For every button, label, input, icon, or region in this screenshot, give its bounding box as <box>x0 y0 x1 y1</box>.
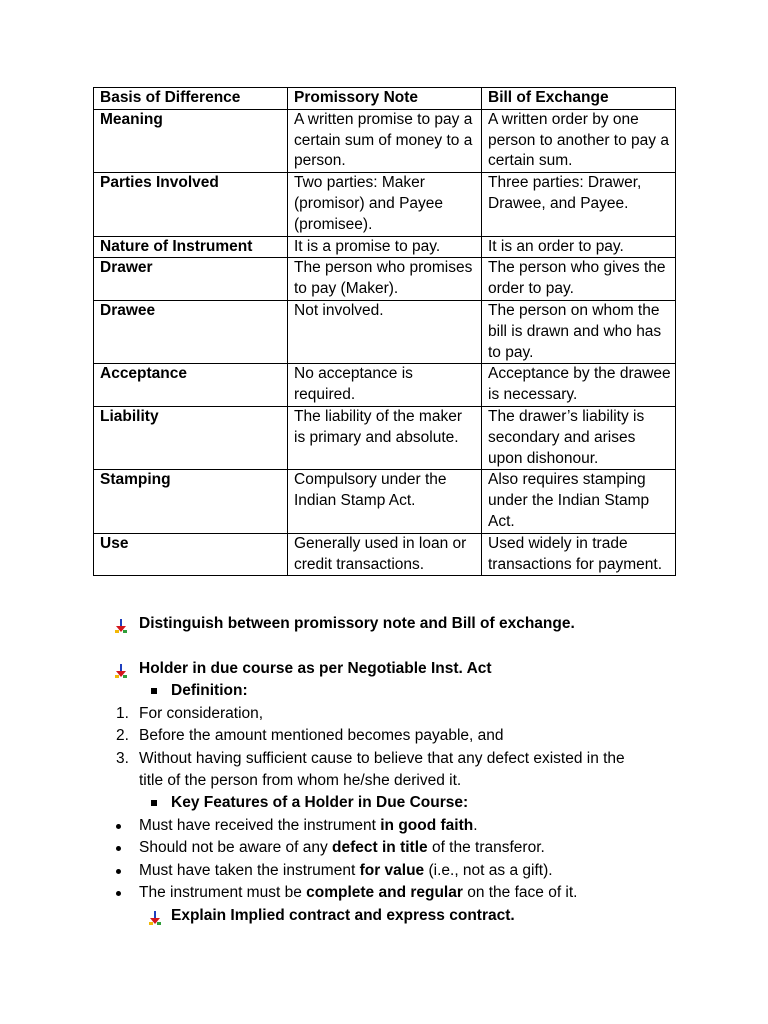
cell-promissory-note: Two parties: Maker (promisor) and Payee (promisee). <box>288 173 482 236</box>
header-bill-of-exchange: Bill of Exchange <box>482 88 676 110</box>
list-item: Without having sufficient cause to believe that any defect existed in the <box>139 750 625 767</box>
list-item: Must have received the instrument in good faith. <box>139 817 478 834</box>
cell-bill-of-exchange: The person who gives the order to pay. <box>482 258 676 301</box>
cell-basis: Use <box>94 533 288 576</box>
list-number: 3. <box>116 750 129 767</box>
table-row <box>94 300 676 363</box>
cell-bill-of-exchange: It is an order to pay. <box>482 236 676 258</box>
cell-bill-of-exchange: Also requires stamping under the Indian Stamp Act. <box>482 470 676 533</box>
table-row <box>94 533 676 576</box>
cell-promissory-note: Compulsory under the Indian Stamp Act. <box>288 470 482 533</box>
heading-distinguish: Distinguish between promissory note and Bill of exchange. <box>139 615 575 632</box>
list-item-continuation: title of the person from whom he/she derived it. <box>139 772 462 789</box>
square-bullet-icon <box>151 688 157 694</box>
cell-basis: Stamping <box>94 470 288 533</box>
square-bullet-icon <box>151 800 157 806</box>
table-row <box>94 236 676 258</box>
bullet-dot-icon <box>116 846 121 851</box>
list-item: Before the amount mentioned becomes payable, and <box>139 727 504 744</box>
cell-bill-of-exchange: The person on whom the bill is drawn and who has to pay. <box>482 300 676 363</box>
cell-basis: Meaning <box>94 109 288 172</box>
heading-explain-contracts: Explain Implied contract and express contract. <box>171 907 515 924</box>
cell-promissory-note: The liability of the maker is primary and absolute. <box>288 406 482 469</box>
arrow-bullet-icon <box>115 664 127 678</box>
heading-holder-in-due-course: Holder in due course as per Negotiable Inst. Act <box>139 660 492 677</box>
table-row <box>94 173 676 236</box>
cell-promissory-note: Not involved. <box>288 300 482 363</box>
bullet-dot-icon <box>116 824 121 829</box>
cell-promissory-note: Generally used in loan or credit transactions. <box>288 533 482 576</box>
arrow-bullet-icon <box>149 911 161 925</box>
cell-basis: Drawee <box>94 300 288 363</box>
list-item: For consideration, <box>139 705 264 722</box>
cell-bill-of-exchange: Used widely in trade transactions for payment. <box>482 533 676 576</box>
list-number: 1. <box>116 705 129 722</box>
list-item: Should not be aware of any defect in title of the transferor. <box>139 839 545 856</box>
header-promissory-note: Promissory Note <box>288 88 482 110</box>
cell-basis: Nature of Instrument <box>94 236 288 258</box>
bullet-dot-icon <box>116 869 121 874</box>
cell-promissory-note: The person who promises to pay (Maker). <box>288 258 482 301</box>
list-item: Must have taken the instrument for value (i.e., not as a gift). <box>139 862 553 879</box>
cell-bill-of-exchange: Three parties: Drawer, Drawee, and Payee. <box>482 173 676 236</box>
list-number: 2. <box>116 727 129 744</box>
header-basis: Basis of Difference <box>94 88 288 110</box>
cell-bill-of-exchange: Acceptance by the drawee is necessary. <box>482 364 676 407</box>
table-row <box>94 364 676 407</box>
table-header-row <box>94 88 676 110</box>
list-item: The instrument must be complete and regular on the face of it. <box>139 884 578 901</box>
table-row <box>94 109 676 172</box>
heading-key-features: Key Features of a Holder in Due Course: <box>171 794 469 811</box>
cell-promissory-note: It is a promise to pay. <box>288 236 482 258</box>
cell-bill-of-exchange: The drawer’s liability is secondary and arises upon dishonour. <box>482 406 676 469</box>
cell-promissory-note: No acceptance is required. <box>288 364 482 407</box>
table-row <box>94 406 676 469</box>
bullet-dot-icon <box>116 891 121 896</box>
arrow-bullet-icon <box>115 619 127 633</box>
comparison-table <box>93 87 676 576</box>
cell-basis: Liability <box>94 406 288 469</box>
cell-bill-of-exchange: A written order by one person to another to pay a certain sum. <box>482 109 676 172</box>
cell-basis: Acceptance <box>94 364 288 407</box>
heading-definition: Definition: <box>171 682 248 699</box>
cell-promissory-note: A written promise to pay a certain sum of money to a person. <box>288 109 482 172</box>
cell-basis: Parties Involved <box>94 173 288 236</box>
table-row <box>94 258 676 301</box>
table-row <box>94 470 676 533</box>
cell-basis: Drawer <box>94 258 288 301</box>
